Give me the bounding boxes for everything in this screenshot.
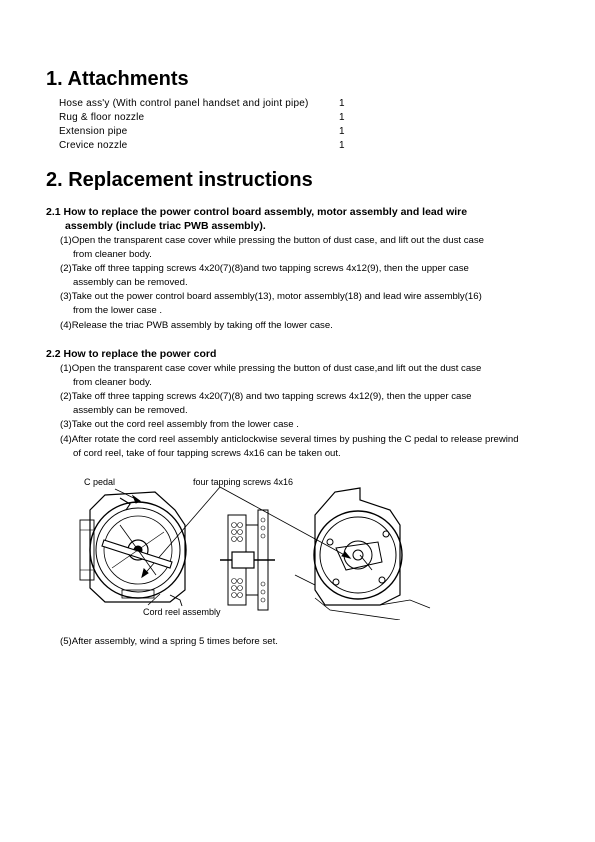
instruction-line: assembly can be removed.: [73, 405, 188, 416]
instruction-line: (4)After rotate the cord reel assembly anticlockwise several times by pushing the C pedal to release prewind: [60, 434, 519, 445]
attachment-name: Rug & floor nozzle: [59, 112, 145, 123]
instruction-step-5: (5)After assembly, wind a spring 5 times before set.: [60, 636, 278, 647]
section-1-title: 1. Attachments: [46, 68, 189, 90]
instruction-line: (2)Take off three tapping screws 4x20(7)(8)and two tapping screws 4x12(9), then the upper case: [60, 263, 469, 274]
attachment-qty: 1: [339, 126, 345, 137]
instruction-line: from the lower case .: [73, 305, 163, 316]
arrow-head: [342, 552, 350, 558]
attachment-qty: 1: [339, 112, 345, 123]
instruction-line: (3)Take out the cord reel assembly from the lower case .: [60, 419, 299, 430]
arrow-head: [142, 569, 148, 577]
instruction-line: (4)Release the triac PWB assembly by taking off the lower case.: [60, 320, 333, 331]
cord-reel-rear-view: [295, 488, 430, 620]
label-cord-reel-assembly: Cord reel assembly: [143, 607, 221, 617]
instruction-line: assembly can be removed.: [73, 277, 188, 288]
attachment-name: Hose ass'y (With control panel handset and joint pipe): [59, 98, 309, 109]
subsection-2-2-heading: 2.2 How to replace the power cord: [46, 348, 217, 360]
cord-reel-cross-section: [220, 510, 275, 610]
instruction-line: of cord reel, take of four tapping screws 4x16 can be taken out.: [73, 448, 341, 459]
instruction-line: (1)Open the transparent case cover while pressing the button of dust case, and lift out the dust case: [60, 235, 484, 246]
instruction-line: (2)Take off three tapping screws 4x20(7)(8) and two tapping screws 4x12(9), then the upper case: [60, 391, 472, 402]
instruction-line: from cleaner body.: [73, 249, 152, 260]
instruction-line: (3)Take out the power control board assembly(13), motor assembly(18) and lead wire assembly(16): [60, 291, 482, 302]
label-tapping-screws: four tapping screws 4x16: [193, 477, 294, 487]
instruction-line: (1)Open the transparent case cover while pressing the button of dust case,and lift out the dust case: [60, 363, 482, 374]
subsection-2-1-heading: 2.1 How to replace the power control board assembly, motor assembly and lead wire: [46, 206, 468, 218]
attachment-qty: 1: [339, 98, 345, 109]
cord-reel-illustration: [60, 470, 540, 620]
label-c-pedal: C pedal: [84, 477, 116, 487]
section-2-title: 2. Replacement instructions: [46, 169, 313, 191]
instruction-line: from cleaner body.: [73, 377, 152, 388]
attachment-qty: 1: [339, 140, 345, 151]
cord-reel-front-view: [80, 492, 186, 606]
attachment-name: Crevice nozzle: [59, 140, 128, 151]
attachment-name: Extension pipe: [59, 126, 128, 137]
subsection-2-1-heading-cont: assembly (include triac PWB assembly).: [65, 220, 266, 232]
